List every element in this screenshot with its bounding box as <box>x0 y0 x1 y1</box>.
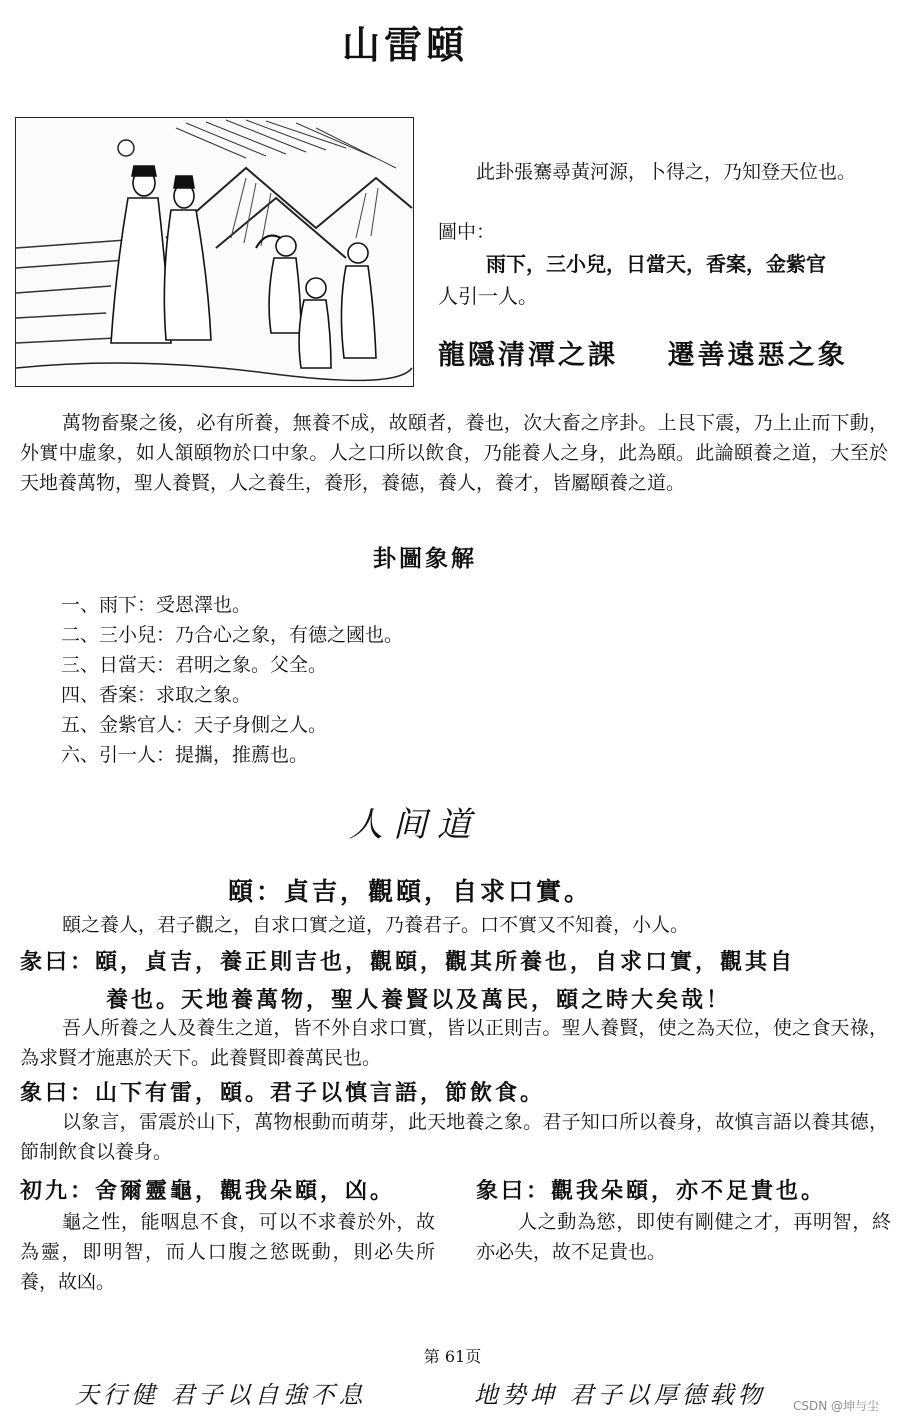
interpretation-list <box>61 590 403 770</box>
picture-label: 圖中： <box>438 221 496 243</box>
judgment-commentary: 頤之養人，君子觀之，自求口實之道，乃養君子。口不實又不知養，小人。 <box>62 914 690 936</box>
page-title: 山雷頤 <box>341 22 468 67</box>
tuan-text <box>20 943 888 1019</box>
line-one-commentary: 龜之性，能咽息不食，可以不求養於外，故為靈，即明智，而人口腹之慾既動，則必失所養，故凶。 <box>20 1211 435 1293</box>
motto-left: 天行健 君子以自強不息 <box>75 1381 367 1409</box>
motto-right: 地势坤 君子以厚德载物 <box>474 1381 766 1409</box>
section-heading-gua-tu: 卦圖象解 <box>373 545 477 572</box>
tuan-line-2: 養也。天地養萬物，聖人養賢以及萬民，頤之時大矣哉！ <box>106 987 732 1013</box>
intro-text: 此卦張騫尋黃河源，卜得之，乃知登天位也。 <box>476 161 857 183</box>
lesson-title: 龍隱清潭之課 遷善遠惡之象 <box>438 340 848 371</box>
section-heading-renjian: 人间道 <box>349 805 481 845</box>
image-commentary: 以象言，雷震於山下，萬物根動而萌芽，此天地養之象。君子知口所以養身，故慎言語以養其德，節制飲食以養身。 <box>20 1111 888 1163</box>
watermark: CSDN @坤与尘 <box>793 1399 880 1413</box>
list-item: 六、引一人：提攜，推薦也。 <box>61 744 309 766</box>
tuan-commentary: 吾人所養之人及養生之道，皆不外自求口實，皆以正則吉。聖人養賢，使之為天位，使之食天祿，為求賢才施惠於天下。此養賢即養萬民也。 <box>20 1017 888 1069</box>
picture-description <box>438 248 893 312</box>
hexagram-illustration <box>15 117 414 387</box>
list-item: 一、雨下：受恩澤也。 <box>61 594 252 616</box>
line-one-image-text: 象曰：觀我朵頤，亦不足貴也。 <box>476 1178 827 1204</box>
woodcut-drawing <box>16 118 413 386</box>
line-one-image-commentary: 人之動為慾，即使有剛健之才，再明智，終亦必失，故不足貴也。 <box>476 1211 891 1263</box>
picture-line-2: 人引一人。 <box>438 284 538 308</box>
picture-line-1: 雨下，三小兒，日當天，香案，金紫官 <box>486 252 826 276</box>
list-item: 三、日當天：君明之象。父全。 <box>61 654 328 676</box>
line-one-text: 初九：舍爾靈龜，觀我朵頤，凶。 <box>20 1178 396 1204</box>
page-number: 第 61页 <box>423 1347 482 1366</box>
tuan-line-1: 彖曰：頤，貞吉，養正則吉也，觀頤，觀其所養也，自求口實，觀其自 <box>20 949 796 975</box>
list-item: 二、三小兒：乃合心之象，有德之國也。 <box>61 624 404 646</box>
list-item: 四、香案：求取之象。 <box>61 684 252 706</box>
image-text: 象曰：山下有雷，頤。君子以慎言語，節飲食。 <box>20 1080 546 1106</box>
hexagram-judgment: 頤：貞吉，觀頤，自求口實。 <box>227 877 592 906</box>
list-item: 五、金紫官人：天子身側之人。 <box>61 714 328 736</box>
intro-paragraph: 萬物畜聚之後，必有所養，無養不成，故頤者，養也，次大畜之序卦。上艮下震，乃上止而下動，外實中虛象，如人頷頤物於口中象。人之口所以飲食，乃能養人之身，此為頤。此論頤養之道，大至於天地養萬物，聖人養賢，人之養生，養形，養德，養人，養才，皆屬頤養之道。 <box>20 412 888 494</box>
